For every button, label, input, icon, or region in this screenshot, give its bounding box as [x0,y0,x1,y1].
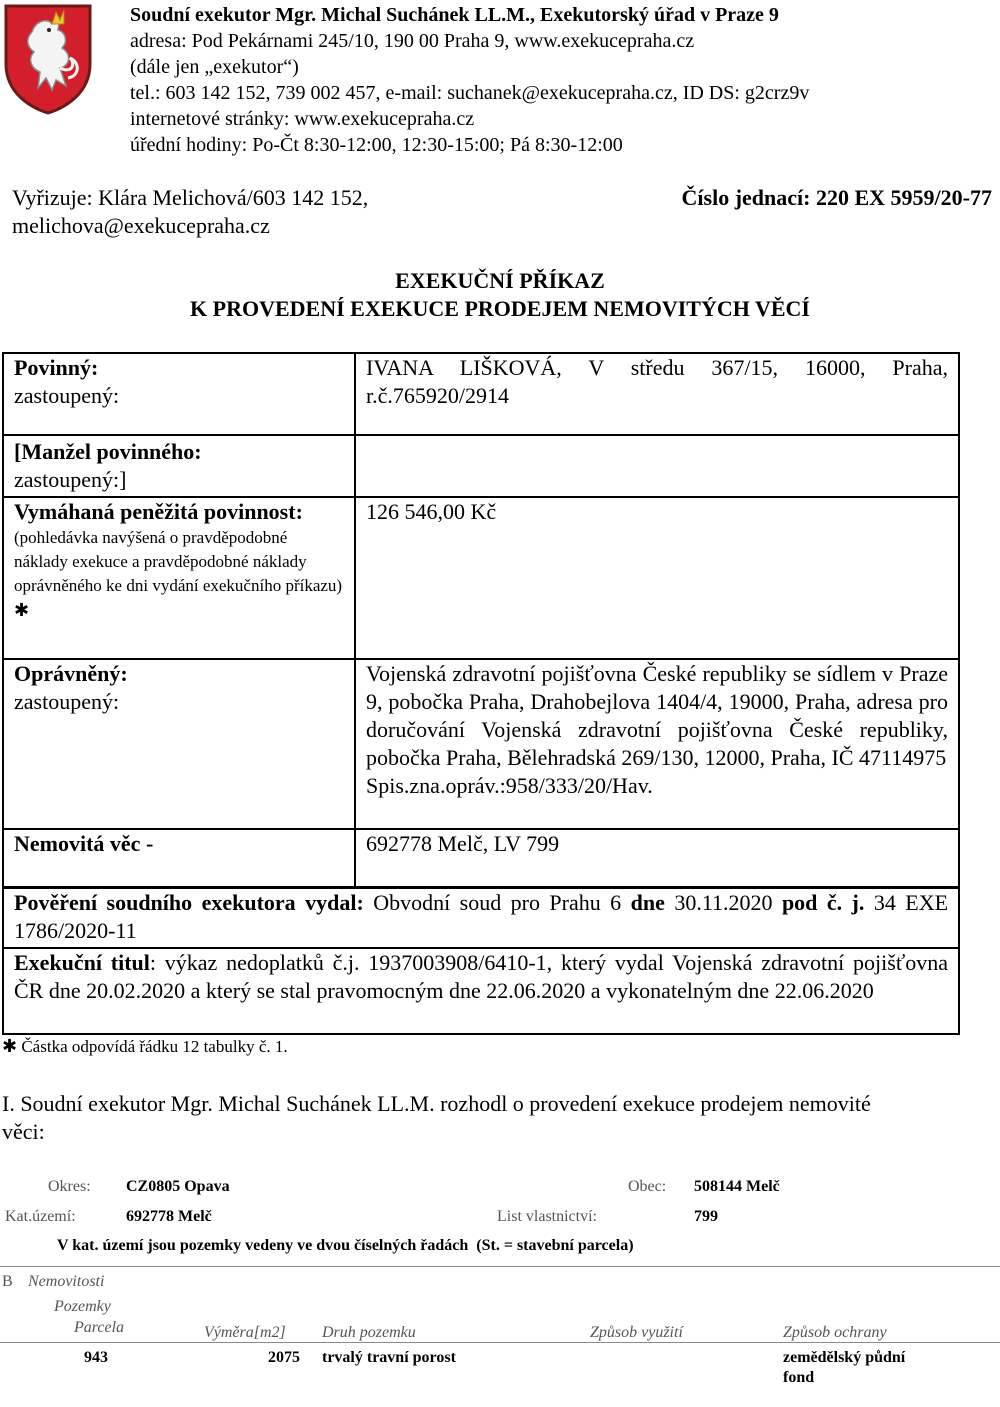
table-row-povinny [3,353,959,435]
footnote-text: Částka odpovídá řádku 12 tabulky č. 1. [21,1037,288,1056]
kn-row-parcela: 943 [84,1349,108,1366]
table-row-manzel [3,435,959,497]
povinny-value: IVANA LIŠKOVÁ, V středu 367/15, 16000, Praha, r.č.765920/2914 [355,353,959,435]
footnote-star-icon: ✱ [14,600,30,620]
decision-line-1: I. Soudní exekutor Mgr. Michal Suchánek LL.M. rozhodl o provedení exekuce prodejem nemovité [2,1091,871,1116]
kn-section-title: Nemovitosti [28,1273,105,1290]
executor-office-title: Soudní exekutor Mgr. Michal Suchánek LL.M., Exekutorský úřad v Praze 9 [130,4,779,26]
kn-lv-label: List vlastnictví: [497,1208,597,1225]
kn-okres-label: Okres: [48,1178,91,1195]
table-row-vymahana [3,497,959,659]
povereni-date: 30.11.2020 [674,889,773,915]
povereni-label: Pověření soudního exekutora vydal: [14,889,364,915]
titul-cell [3,948,959,1034]
table-row-nemovita [3,829,959,887]
kn-divider-2 [0,1342,1000,1343]
povinny-label: Povinný: [14,355,99,380]
document-title: EXEKUČNÍ PŘÍKAZ [395,268,605,293]
kn-section-letter: B [2,1273,13,1290]
titul-text: : výkaz nedoplatků č.j. 1937003908/6410-1, který vydal Vojenská zdravotní pojišťovna ČR dne 20.02.2020 a který se stal pravomocným dne 22.06.2020 a vykonatelným dne 22.06.2020 [14,949,948,1003]
nemovita-value: 692778 Melč, LV 799 [355,829,959,887]
opravneny-value: Vojenská zdravotní pojišťovna České republiky se sídlem v Praze 9, pobočka Praha, Drahobejlova 1404/4, 19000, Praha, adresa pro doručování Vojenská zdravotní pojišťovna České republiky, pobočka Praha, Bělehradská 269/130, 12000, Praha, IČ 47114975 [366,661,948,770]
kn-pozemky-label: Pozemky [54,1298,111,1315]
vymahana-note-text: (pohledávka navýšená o pravděpodobné náklady exekuce a pravděpodobné náklady oprávněného ke dni vydání exekučního příkazu) [14,528,343,595]
office-address: adresa: Pod Pekárnami 245/10, 190 00 Praha 9, www.exekucepraha.cz [130,30,695,52]
office-contact: tel.: 603 142 152, 739 002 457, e-mail: suchanek@exekucepraha.cz, ID DS: g2crz9v [130,82,810,104]
opravneny-zastoupeny-label: zastoupený: [14,689,120,714]
footnote [2,1034,288,1059]
manzel-value [355,435,959,497]
table-row-opravneny [3,659,959,829]
povereni-pod-label: pod č. j. [781,889,865,915]
vymahana-label: Vymáhaná peněžitá povinnost: [14,499,303,524]
decision-line-2: věci: [2,1119,45,1144]
povereni-court: Obvodní soud pro Prahu 6 [373,889,622,915]
kn-okres-value: CZ0805 Opava [126,1178,230,1195]
kn-row-ochrana-2: fond [783,1369,815,1386]
nemovita-label: Nemovitá věc - [3,829,355,887]
kn-katuzemi-label: Kat.území: [5,1208,76,1225]
povereni-cell [3,887,959,948]
table-row-povereni [3,887,959,948]
povereni-dne-label: dne [630,889,665,915]
kn-row-druh: trvalý travní porost [322,1349,456,1366]
document-subtitle: K PROVEDENÍ EXEKUCE PRODEJEM NEMOVITÝCH VĚCÍ [190,296,810,321]
kn-divider [0,1266,1000,1267]
kn-col-zpusob-vyuziti: Způsob využití [590,1324,683,1341]
povinny-zastoupeny-label: zastoupený: [14,383,120,408]
povereni-case-ref: 34 EXE 1786/2020-11 [14,889,949,943]
kn-obec-value: 508144 Melč [694,1178,780,1195]
coat-of-arms-emblem [2,2,94,116]
kn-katuzemi-value: 692778 Melč [126,1208,212,1225]
titul-label: Exekuční titul [14,949,150,975]
opravneny-spis: Spis.zna.opráv.:958/333/20/Hav. [366,773,653,798]
case-details-table [2,352,960,1035]
table-row-titul [3,948,959,1034]
vymahana-note [14,526,344,622]
vymahana-value: 126 546,00 Kč [355,497,959,659]
kn-row-ochrana-1: zemědělský půdní [783,1349,906,1366]
kn-col-zpusob-ochrany: Způsob ochrany [783,1324,887,1341]
kn-col-vymera: Výměra[m2] [204,1324,286,1341]
opravneny-label: Oprávněný: [14,661,128,686]
kn-row-vymera: 2075 [268,1349,300,1366]
manzel-label: [Manžel povinného: [14,439,202,464]
kn-lv-value: 799 [694,1208,718,1225]
office-website: internetové stránky: www.exekucepraha.cz [130,108,475,130]
office-hours: úřední hodiny: Po-Čt 8:30-12:00, 12:30-15:00; Pá 8:30-12:00 [130,134,623,156]
kn-notice: V kat. území jsou pozemky vedeny ve dvou číselných řadách (St. = stavební parcela) [57,1237,634,1254]
footnote-star-icon: ✱ [2,1036,18,1056]
manzel-zastoupeny-label: zastoupený:] [14,467,127,492]
office-alias: (dále jen „exekutor“) [130,56,299,78]
kn-obec-label: Obec: [628,1178,667,1195]
case-number: Číslo jednací: 220 EX 5959/20-77 [681,185,992,210]
handler-email: melichova@exekucepraha.cz [12,213,270,238]
kn-col-parcela: Parcela [74,1319,125,1336]
kn-col-druh: Druh pozemku [322,1324,416,1341]
handler-contact: Vyřizuje: Klára Melichová/603 142 152, [12,185,369,210]
